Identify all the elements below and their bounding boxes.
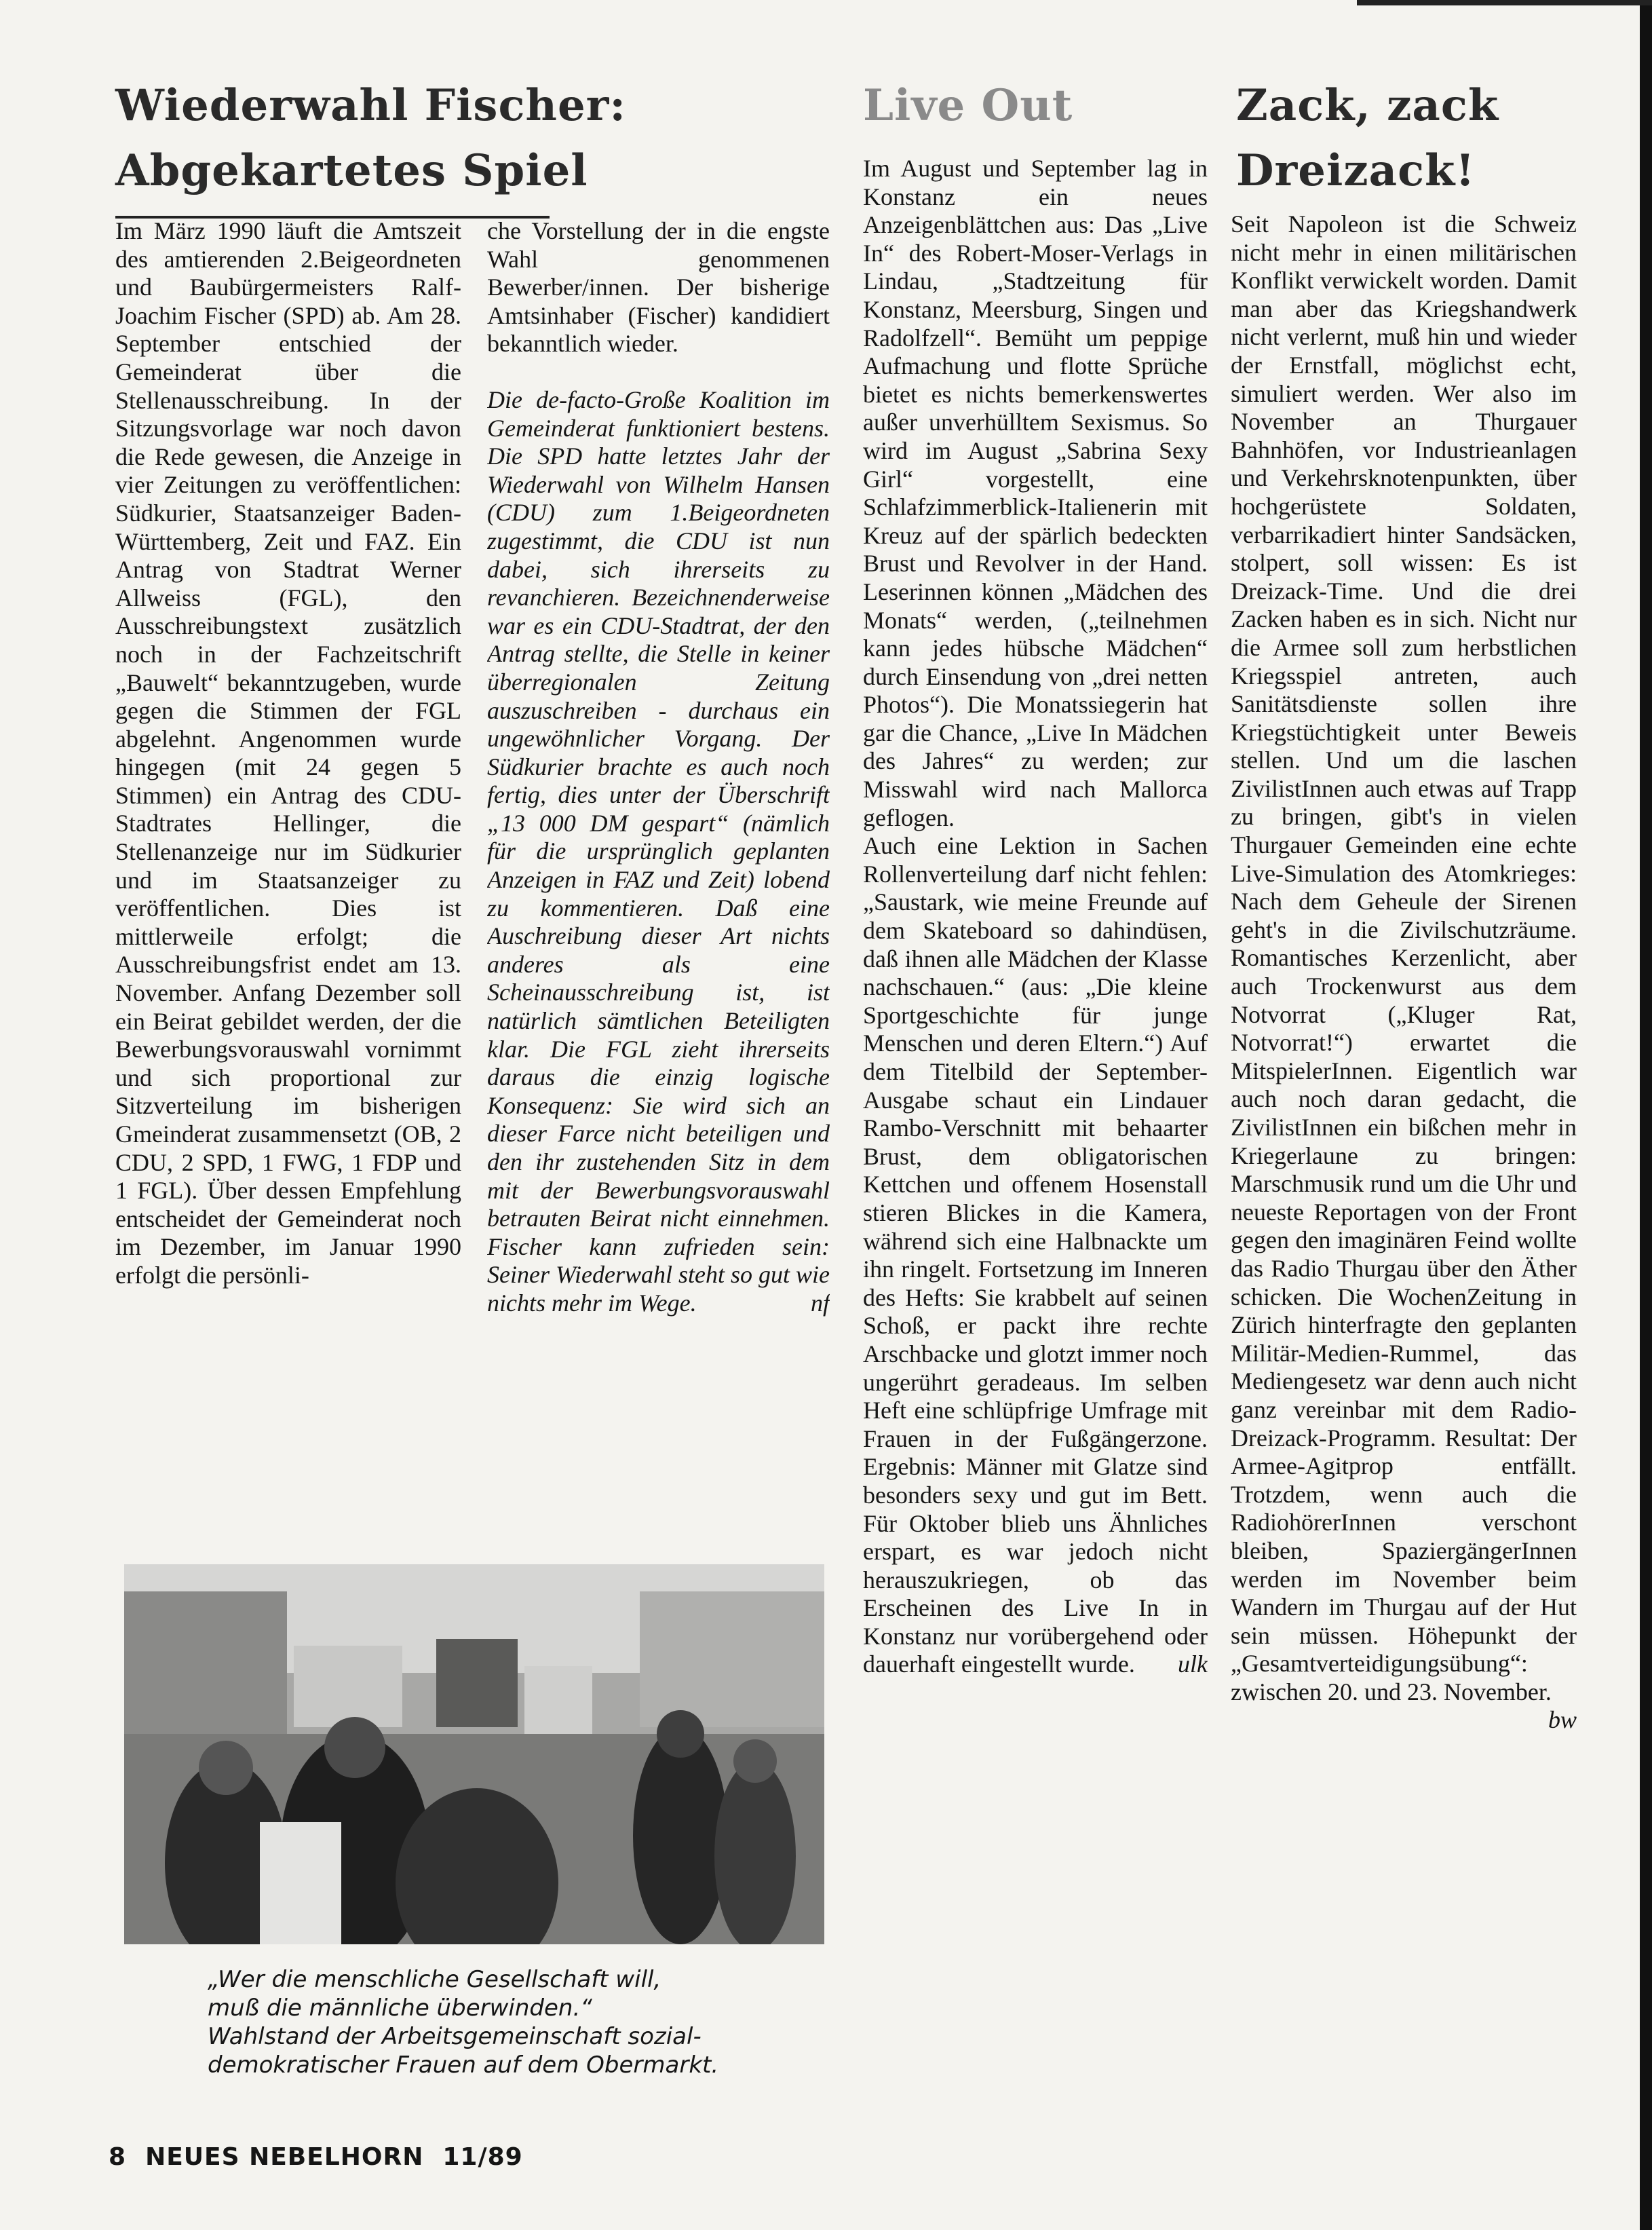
article-1-commentary-text: Die de-facto-Große Koalition im Gemeinderat funktioniert bestens. Die SPD hatte letztes Jahr der Wiederwahl von Wilhelm Hansen (CDU) zum 1.Beigeordneten zugestimmt, die CDU ist nun dabei, sich ihrerseits zu revanchieren. Bezeichnenderweise war es ein CDU-Stadtrat, der den Antrag stellte, die Stelle in keiner überregionalen Zeitung auszuschreiben - durchaus ein ungewöhnlicher Vorgang. Der Südkurier brachte es auch noch fertig, dies unter der Überschrift „13 000 DM gespart“ (nämlich für die ursprünglich geplanten Anzeigen in FAZ und Zeit) lobend zu kommentieren. Daß eine Auschreibung dieser Art nichts anderes als eine Scheinausschreibung ist, ist natürlich sämtlichen Beteiligten klar. Die FGL zieht ihrerseits daraus die einzig logische Konsequenz: Sie wird sich an dieser Farce nicht beteiligen und den ihr zustehenden Sitz in dem mit der Bewerbungsvorauswahl betrauten Beirat nicht einnehmen. Fischer kann zufrieden sein: Seiner Wiederwahl steht so gut wie nichts mehr im Wege. bbox=[487, 385, 830, 1317]
page-footer bbox=[109, 2143, 542, 2171]
article-3-paragraph-1 bbox=[1231, 210, 1577, 1734]
article-2-title: Live Out bbox=[863, 80, 1073, 131]
article-3-column bbox=[1231, 210, 1577, 2083]
article-2-signature: ulk bbox=[1178, 1650, 1208, 1678]
article-2-paragraph-2-text: Auch eine Lektion in Sachen Rollenverteilung darf nicht fehlen: „Saustark, wie meine Freunde auf dem Skateboard so dahindüsen, daß ihnen alle Mädchen der Klasse nachschauen.“ (aus: „Die kleine Sportgeschichte für junge Menschen und deren Eltern.“) Auf dem Titelbild der September-Ausgabe schaut ein Lindauer Rambo-Verschnitt mit behaarter Brust, dem obligatorischen Kettchen und offenem Hosenstall stieren Blickes in die Kamera, während sich eine Halbnackte um ihn ringelt. Fortsetzung im Inneren des Hefts: Sie krabbelt auf seinen Schoß, er packt ihre rechte Arschbacke und glotzt immer noch ungerührt geradeaus. Im selben Heft eine schlüpfrige Umfrage mit Frauen in der Fußgängerzone. Ergebnis: Männer mit Glatze sind besonders sexy und gut im Bett. Für Oktober blieb uns Ähnliches erspart, es war jedoch nicht herauszukriegen, ob das Erscheinen des Live In in Konstanz nur vorübergehend oder dauerhaft eingestellt wurde. bbox=[863, 832, 1208, 1678]
article-1-signature: nf bbox=[810, 1289, 830, 1317]
caption-line-4: demokratischer Frauen auf dem Obermarkt. bbox=[208, 2052, 719, 2079]
issue-number: 11/89 bbox=[442, 2143, 523, 2171]
rally-photo-image bbox=[124, 1564, 824, 1944]
article-1-title-line-1: Wiederwahl Fischer: bbox=[115, 80, 626, 131]
article-3-paragraph-1-text: Seit Napoleon ist die Schweiz nicht mehr in einen militärischen Konflikt verwickelt worden. Damit man aber das Kriegshandwerk nicht verlernt, muß hin und wieder der Ernstfall, möglichst echt, simuliert werden. Wer also im November an Thurgauer Bahnhöfen, vor Industrieanlagen und Verkehrsknotenpunkten, über hochgerüstete Soldaten, verbarrikadiert hinter Sandsäcken, stolpert, soll wissen: Es ist Dreizack-Time. Und die drei Zacken haben es in sich. Nicht nur die Armee soll zum herbstlichen Kriegsspiel antreten, auch Sanitätsdienste sollen ihre Kriegstüchtigkeit unter Beweis stellen. Und um die laschen ZivilistInnen auch etwas auf Trapp zu bringen, gibt's in vielen Thurgauer Gemeinden eine echte Live-Simulation des Atomkrieges: Nach dem Geheule der Sirenen geht's in die Zivilschutzräume. Romantisches Kerzenlicht, aber auch Trockenwurst aus dem Notvorrat („Kluger Rat, Notvorrat!“) erwartet die MitspielerInnen. Eigentlich war auch noch daran gedacht, die ZivilistInnen ein bißchen mehr in Kriegerlaune zu bringen: Marschmusik rund um die Uhr und neueste Reportagen von der Front gegen den imaginären Feind wollte das Radio Thurgau über den Äther schicken. Die WochenZeitung in Zürich hinterfragte den geplanten Militär-Medien-Rummel, das Mediengesetz war denn auch nicht ganz vereinbar mit dem Radio-Dreizack-Programm. Resultat: Der Armee-Agitprop entfällt. Trotzdem, wenn auch die RadiohörerInnen verschont bleiben, SpaziergängerInnen werden im November beim Wandern im Thurgau auf der Hut sein müssen. Höhepunkt der „Gesamtverteidigungsübung“: zwischen 20. und 23. November. bbox=[1231, 210, 1577, 1705]
article-3-signature: bw bbox=[1548, 1706, 1577, 1734]
page-edge-shadow-top bbox=[1357, 0, 1652, 5]
article-1-paragraph-2: che Vorstellung der in die engste Wahl genommenen Bewerber/innen. Der bisherige Amtsinhaber (Fischer) kandidiert bekanntlich wieder. bbox=[487, 217, 830, 358]
article-3-title-line-2: Dreizack! bbox=[1236, 145, 1476, 196]
page-edge-shadow bbox=[1640, 0, 1652, 2230]
article-1-paragraph-1: Im März 1990 läuft die Amtszeit des amtierenden 2.Beigeordneten und Baubürgermeisters Ralf-Joachim Fischer (SPD) ab. Am 28. September entschied der Gemeinderat über die Stellenausschreibung. In der Sitzungsvorlage war noch davon die Rede gewesen, die Anzeige in vier Zeitungen zu veröffentlichen: Südkurier, Staatsanzeiger Baden-Württemberg, Zeit und FAZ. Ein Antrag von Stadtrat Werner Allweiss (FGL), den Ausschreibungstext zusätzlich noch in der Fachzeitschrift „Bauwelt“ bekanntzugeben, wurde gegen die Stimmen der FGL abgelehnt. Angenommen wurde hingegen (mit 24 gegen 5 Stimmen) ein Antrag des CDU-Stadtrates Hellinger, die Stellenanzeige nur im Südkurier und im Staatsanzeiger zu veröffentlichen. Dies ist mittlerweile erfolgt; die Ausschreibungsfrist endet am 13. November. Anfang Dezember soll ein Beirat gebildet werden, der die Bewerbungsvorauswahl vornimmt und sich proportional zur Sitzverteilung im bisherigen Gmeinderat zusammensetzt (OB, 2 CDU, 2 SPD, 1 FWG, 1 FDP und 1 FGL). Über dessen Empfehlung entscheidet der Gemeinderat noch im Dezember, im Januar 1990 erfolgt die persönli- bbox=[115, 217, 461, 1289]
article-2-column bbox=[863, 155, 1208, 2075]
caption-line-1: „Wer die menschliche Gesellschaft will, bbox=[208, 1966, 661, 1993]
page-number: 8 bbox=[109, 2143, 127, 2171]
article-2-paragraph-2 bbox=[863, 832, 1208, 1679]
caption-line-3: Wahlstand der Arbeitsgemeinschaft sozial- bbox=[208, 2023, 702, 2050]
article-1-column-2 bbox=[487, 217, 830, 1544]
publication-name: NEUES NEBELHORN bbox=[145, 2143, 424, 2171]
article-1-title-line-2: Abgekartetes Spiel bbox=[115, 145, 588, 196]
photo-caption bbox=[208, 1965, 818, 2079]
article-1-column-1 bbox=[115, 217, 461, 1544]
caption-line-2: muß die männliche überwinden.“ bbox=[208, 1995, 592, 2022]
article-2-paragraph-1: Im August und September lag in Konstanz ein neues Anzeigenblättchen aus: Das „Live In“ des Robert-Moser-Verlags in Lindau, „Stadtzeitung für Konstanz, Meersburg, Singen und Radolfzell“. Bemüht um peppige Aufmachung und flotte Sprüche bietet es nichts bemerkenswertes außer unverhülltem Sexismus. So wird im August „Sabrina Sexy Girl“ vorgestellt, eine Schlafzimmerblick-Italienerin mit Kreuz auf der spärlich bedeckten Brust und Revolver in der Hand. Leserinnen können „Mädchen des Monats“ werden, („teilnehmen kann jedes hübsche Mädchen“ durch Einsendung von „drei netten Photos“). Die Monatssiegerin hat gar die Chance, „Live In Mädchen des Jahres“ zu werden; zur Misswahl wird nach Mallorca geflogen. bbox=[863, 155, 1208, 831]
article-1-commentary bbox=[487, 386, 830, 1318]
rally-photo bbox=[124, 1564, 824, 1944]
article-3-title-line-1: Zack, zack bbox=[1236, 80, 1499, 131]
